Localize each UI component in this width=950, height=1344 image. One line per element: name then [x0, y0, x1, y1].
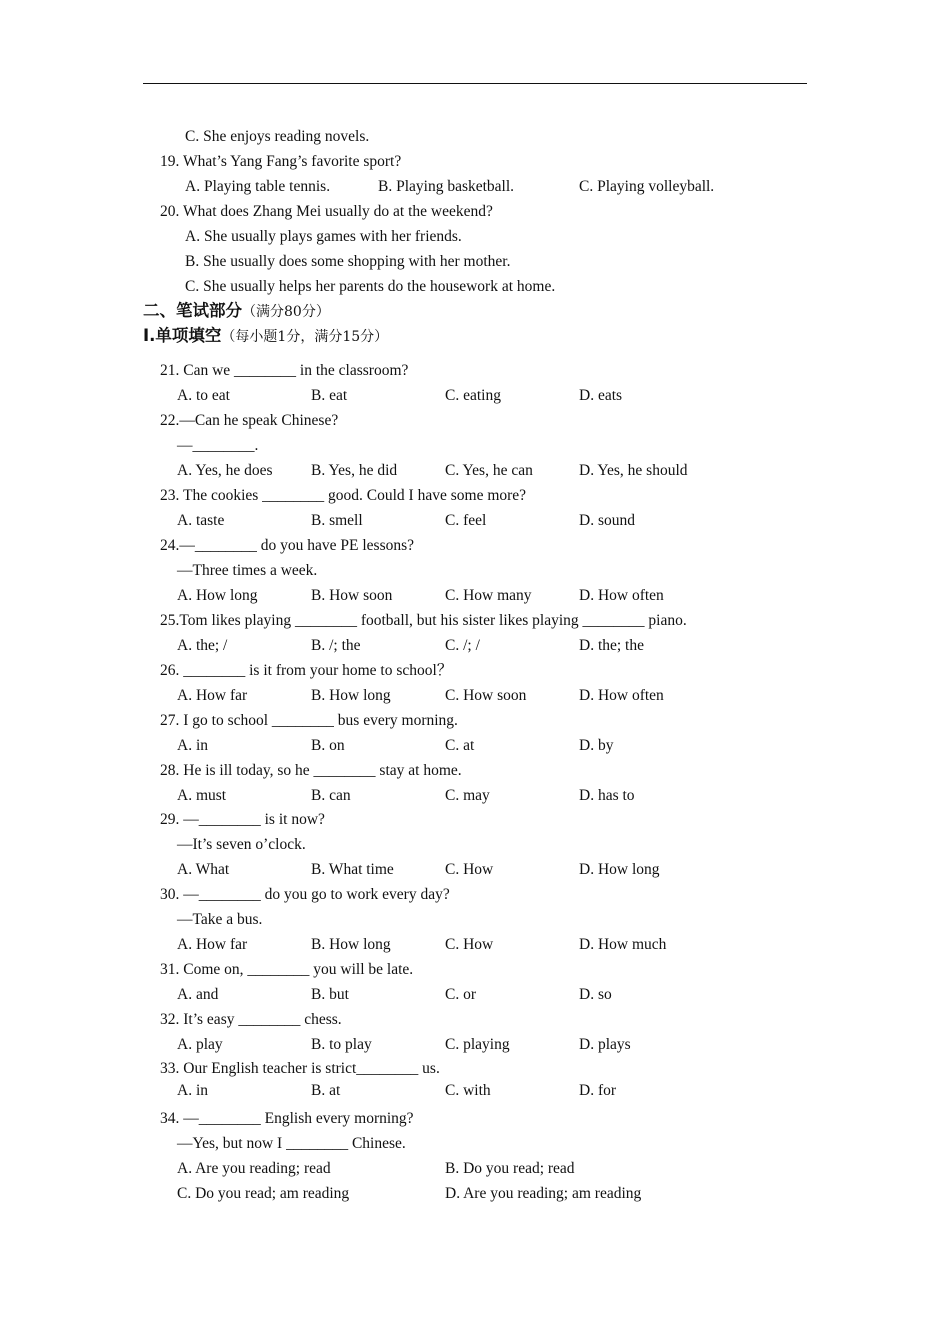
q19-option-c: C. Playing volleyball.: [579, 178, 715, 195]
q34-reply: —Yes, but now I ________ Chinese.: [177, 1135, 406, 1152]
q19-option-b: B. Playing basketball.: [378, 178, 515, 195]
q29-option-c: C. How: [445, 861, 494, 878]
q31-option-d: D. so: [579, 986, 612, 1003]
q25-option-d: D. the; the: [579, 637, 644, 654]
q22-reply: —________.: [177, 437, 259, 454]
q22-stem: 22.—Can he speak Chinese?: [160, 412, 339, 429]
q33-option-b: B. at: [311, 1082, 341, 1099]
q34-option-c: C. Do you read; am reading: [177, 1185, 350, 1202]
q21-option-a: A. to eat: [177, 387, 230, 404]
q30-option-d: D. How much: [579, 936, 667, 953]
q26-stem: 26. ________ is it from your home to school？: [160, 662, 453, 679]
q31-stem: 31. Come on, ________ you will be late.: [160, 961, 414, 978]
q31-option-a: A. and: [177, 986, 219, 1003]
q32-option-c: C. playing: [445, 1036, 510, 1053]
q21-option-b: B. eat: [311, 387, 348, 404]
q24-option-d: D. How often: [579, 587, 664, 604]
q34-option-b: B. Do you read; read: [445, 1160, 575, 1177]
q26-option-a: A. How far: [177, 687, 248, 704]
q32-option-d: D. plays: [579, 1036, 631, 1053]
q30-stem: 30. —________ do you go to work every day?: [160, 886, 450, 903]
q30-option-a: A. How far: [177, 936, 248, 953]
q27-stem: 27. I go to school ________ bus every morning.: [160, 712, 458, 729]
q27-option-c: C. at: [445, 737, 475, 754]
q31-option-c: C. or: [445, 986, 476, 1003]
q19-stem: 19. What’s Yang Fang’s favorite sport?: [160, 153, 402, 170]
q21-option-d: D. eats: [579, 387, 623, 404]
q28-option-d: D. has to: [579, 787, 635, 804]
q24-option-c: C. How many: [445, 587, 532, 604]
q27-option-d: D. by: [579, 737, 614, 754]
q34-stem: 34. —________ English every morning?: [160, 1110, 414, 1127]
q22-option-a: A. Yes, he does: [177, 462, 273, 479]
q24-option-a: A. How long: [177, 587, 258, 604]
q26-option-b: B. How long: [311, 687, 391, 704]
q33-stem: 33. Our English teacher is strict________ us.: [160, 1060, 440, 1077]
q30-reply: —Take a bus.: [177, 911, 263, 928]
q24-stem: 24.—________ do you have PE lessons?: [160, 537, 415, 554]
part-heading: [143, 325, 388, 348]
q26-option-d: D. How often: [579, 687, 664, 704]
q33-option-a: A. in: [177, 1082, 208, 1099]
q22-option-d: D. Yes, he should: [579, 462, 688, 479]
q29-option-a: A. What: [177, 861, 230, 878]
q32-option-b: B. to play: [311, 1036, 372, 1053]
q20-option-c: C. She usually helps her parents do the housework at home.: [185, 278, 556, 295]
q34-option-a: A. Are you reading; read: [177, 1160, 331, 1177]
part-note: （每小题1分，满分15分）: [221, 329, 389, 345]
q21-stem: 21. Can we ________ in the classroom?: [160, 362, 409, 379]
q29-option-b: B. What time: [311, 861, 394, 878]
q32-option-a: A. play: [177, 1036, 223, 1053]
q23-stem: 23. The cookies ________ good. Could I have some more?: [160, 487, 527, 504]
q30-option-c: C. How: [445, 936, 494, 953]
q20-option-a: A. She usually plays games with her friends.: [185, 228, 462, 245]
q24-reply: —Three times a week.: [177, 562, 318, 579]
q27-option-b: B. on: [311, 737, 345, 754]
q26-option-c: C. How soon: [445, 687, 527, 704]
q20-option-b: B. She usually does some shopping with her mother.: [185, 253, 511, 270]
q20-stem: 20. What does Zhang Mei usually do at the weekend?: [160, 203, 493, 220]
q25-option-a: A. the; /: [177, 637, 228, 654]
q23-option-a: A. taste: [177, 512, 225, 529]
header-rule: [143, 83, 807, 84]
q25-option-b: B. /; the: [311, 637, 361, 654]
part-title: I.单项填空: [143, 326, 222, 345]
q34-option-d: D. Are you reading; am reading: [445, 1185, 642, 1202]
q25-option-c: C. /; /: [445, 637, 480, 654]
q32-stem: 32. It’s easy ________ chess.: [160, 1011, 342, 1028]
q23-option-b: B. smell: [311, 512, 363, 529]
q24-option-b: B. How soon: [311, 587, 393, 604]
section-heading: [143, 300, 330, 323]
q21-option-c: C. eating: [445, 387, 501, 404]
q25-stem: 25.Tom likes playing ________ football, but his sister likes playing ________ piano.: [160, 612, 687, 629]
q22-option-b: B. Yes, he did: [311, 462, 398, 479]
q30-option-b: B. How long: [311, 936, 391, 953]
q31-option-b: B. but: [311, 986, 349, 1003]
q18-option-c: C. She enjoys reading novels.: [185, 128, 370, 145]
q33-option-c: C. with: [445, 1082, 491, 1099]
section-title: 二、笔试部分: [143, 301, 242, 320]
q28-option-c: C. may: [445, 787, 490, 804]
q29-reply: —It’s seven o’clock.: [177, 836, 306, 853]
q19-option-a: A. Playing table tennis.: [185, 178, 331, 195]
q28-stem: 28. He is ill today, so he ________ stay at home.: [160, 762, 462, 779]
q28-option-b: B. can: [311, 787, 351, 804]
section-note: （满分80分）: [242, 304, 330, 320]
q33-option-d: D. for: [579, 1082, 617, 1099]
q23-option-d: D. sound: [579, 512, 635, 529]
q22-option-c: C. Yes, he can: [445, 462, 533, 479]
q27-option-a: A. in: [177, 737, 208, 754]
q23-option-c: C. feel: [445, 512, 487, 529]
q29-stem: 29. —________ is it now?: [160, 811, 325, 828]
q29-option-d: D. How long: [579, 861, 660, 878]
q28-option-a: A. must: [177, 787, 227, 804]
